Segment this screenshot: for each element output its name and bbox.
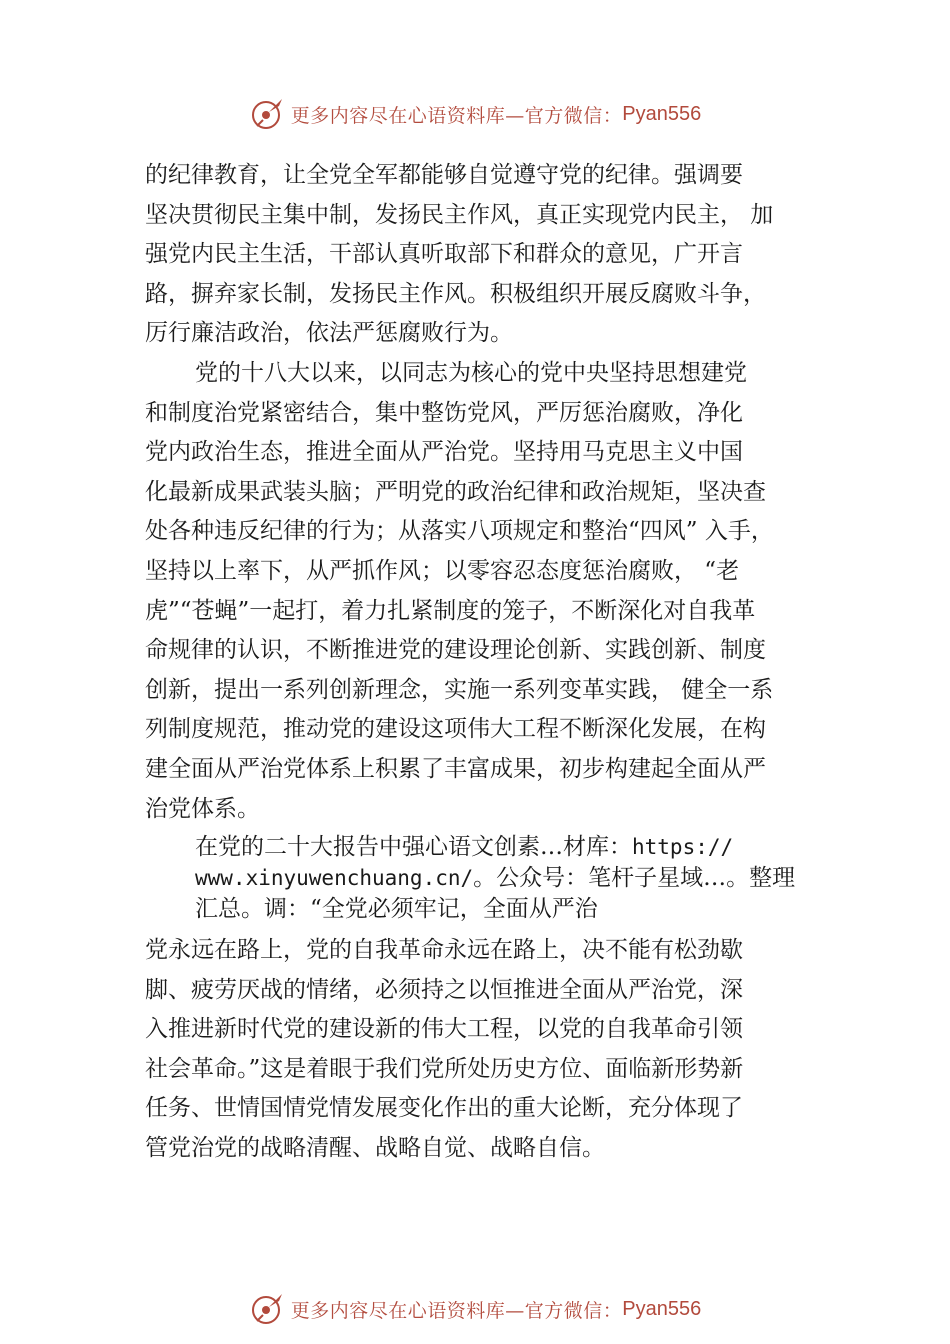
paragraph-1 [145,156,845,354]
text-line: 化最新成果武装头脑；严明党的政治纪律和政治规矩，坚决查 [145,478,766,505]
text-line: 坚决贯彻民主集中制，发扬民主作风，真正实现党内民主， 加 [145,201,774,228]
text-line: 命规律的认识，不断推进党的建设理论创新、实践创新、制度 [145,637,766,664]
quill-logo-icon [249,1291,285,1327]
header-banner [0,92,950,136]
document-body [145,156,845,1169]
text-line: 社会革命。”这是着眼于我们党所处历史方位、面临新形势新 [145,1055,744,1082]
text-line: 党永远在路上，党的自我革命永远在路上，决不能有松劲歇 [145,937,743,964]
text-line: 列制度规范，推动党的建设这项伟大工程不断深化发展，在构 [145,716,766,743]
text-line: 任务、世情国情党情发展变化作出的重大论断，充分体现了 [145,1095,743,1122]
text-line: 的纪律教育，让全党全军都能够自觉遵守党的纪律。强调要 [145,162,743,188]
text-segment: 在党的二十大报告中强心语文创素…材库： [195,834,632,861]
text-line: 强党内民主生活，干部认真听取部下和群众的意见，广开言 [145,241,743,268]
url-fragment: www.xinyuwenchuang.cn/ [195,866,474,891]
text-line: 路，摒弃家长制，发扬民主作风。积极组织开展反腐败斗争， [145,280,766,307]
text-line [145,832,845,863]
text-line: 党的十八大以来，以同志为核心的党中央坚持思想建党 [195,359,747,386]
text-line: 治党体系。 [145,795,260,822]
text-line: 和制度治党紧密结合，集中整饬党风，严厉惩治腐败，净化 [145,399,743,426]
text-line: 党内政治生态，推进全面从严治党。坚持用马克思主义中国 [145,439,743,466]
paragraph-2 [145,354,845,829]
text-line: 脚、疲劳厌战的情绪，必须持之以恒推进全面从严治党，深 [145,976,743,1003]
header-wechat-id: Pyan556 [622,102,702,125]
quill-logo-icon [249,96,285,132]
footer-banner-text: 更多内容尽在心语资料库—官方微信： [290,1299,623,1322]
text-line: 处各种违反纪律的行为；从落实八项规定和整治“四风” 入手， [145,518,774,545]
text-line: 建全面从严治党体系上积累了丰富成果，初步构建起全面从严 [145,755,766,782]
text-segment: 汇总。调：“全党必须牢记，全面从严治 [195,896,598,923]
text-line: 管党治党的战略清醒、战略自觉、战略自信。 [145,1135,605,1162]
url-fragment: https:// [632,835,734,860]
text-line: 厉行廉洁政治，依法严惩腐败行为。 [145,320,513,347]
text-line [145,894,845,925]
text-line: 虎”“苍蝇”一起打，着力扎紧制度的笼子，不断深化对自我革 [145,597,756,624]
footer-wechat-id: Pyan556 [622,1297,702,1320]
footer-banner [0,1287,950,1331]
text-line: 入推进新时代党的建设新的伟大工程，以党的自我革命引领 [145,1016,743,1043]
text-line: 创新，提出一系列创新理念，实施一系列变革实践， 健全一系 [145,676,774,703]
paragraph-3 [145,829,845,931]
header-banner-text: 更多内容尽在心语资料库—官方微信： [290,104,623,127]
text-segment: 。公众号：笔杆子星域…。整理 [473,865,796,892]
text-line [145,863,845,894]
paragraph-4 [145,931,845,1169]
text-line: 坚持以上率下，从严抓作风；以零容忍态度惩治腐败， “老 [145,557,740,584]
